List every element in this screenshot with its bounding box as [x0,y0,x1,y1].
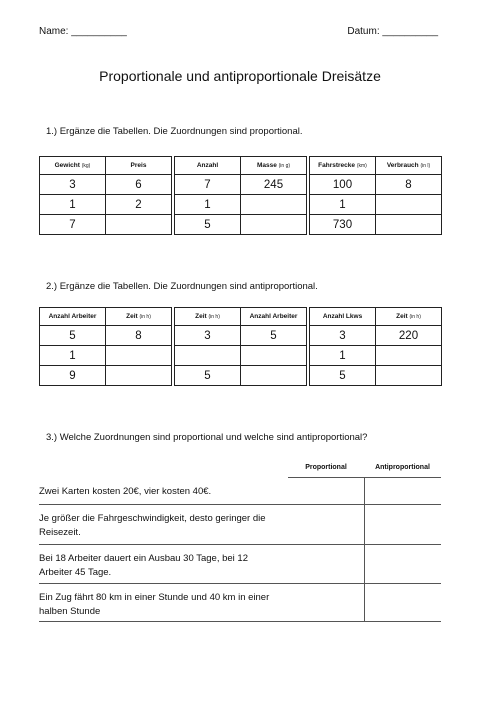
statement-row [39,584,441,622]
table-row [40,215,172,235]
table-cell: 1 [310,346,376,366]
table-header-cell: Fahrstrecke (km) [310,157,376,175]
table-cell [241,195,307,215]
table-row [310,215,442,235]
page-title: Proportionale und antiproportionale Dreisätze [99,68,381,84]
table-header-cell: Anzahl Lkws [310,308,376,326]
proportional-answer-cell[interactable] [288,478,364,504]
statement-text: Bei 18 Arbeiter dauert ein Ausbau 30 Tage, bei 12 Arbeiter 45 Tage. [39,553,248,578]
table-cell [241,215,307,235]
table-header-cell: Zeit (in h) [106,308,172,326]
table-cell: 3 [310,326,376,346]
table-row [310,366,442,386]
table-row [40,326,172,346]
table-cell: 245 [241,175,307,195]
antiproportional-answer-cell[interactable] [364,545,442,583]
antiproportional-answer-cell[interactable] [364,505,442,544]
table-row [175,346,307,366]
table-cell [376,195,442,215]
table-cell [241,346,307,366]
table-row [40,175,172,195]
table-cell [241,366,307,386]
table-header-cell: Anzahl Arbeiter [241,308,307,326]
classification-header [39,462,441,478]
task1-table-1 [39,156,172,235]
table-cell: 9 [40,366,106,386]
table-row [175,366,307,386]
classification-table [39,462,441,622]
table-cell: 5 [175,366,241,386]
table-header-cell: Preis [106,157,172,175]
table-cell: 7 [175,175,241,195]
table-cell: 100 [310,175,376,195]
table-row [310,326,442,346]
table-row [175,215,307,235]
task3-instruction: 3.) Welche Zuordnungen sind proportional und welche sind antiproportional? [46,432,368,443]
table-header-cell: Zeit (in h) [175,308,241,326]
date-field: Datum: __________ [347,26,438,37]
statement-row [39,505,441,545]
table-header-row [175,157,307,175]
table-cell: 3 [175,326,241,346]
table-row [310,195,442,215]
table-header-cell: Anzahl [175,157,241,175]
table-header-cell: Masse (in g) [241,157,307,175]
table-cell: 5 [40,326,106,346]
table-cell: 5 [241,326,307,346]
table-row [175,326,307,346]
table-header-cell: Zeit (in h) [376,308,442,326]
table-cell: 220 [376,326,442,346]
table-header-row [175,308,307,326]
statement-row [39,478,441,505]
table-cell: 7 [40,215,106,235]
table-row [40,195,172,215]
table-row [310,346,442,366]
table-cell [106,215,172,235]
table-cell: 1 [40,195,106,215]
table-cell: 2 [106,195,172,215]
column-header-antiproportional: Antiproportional [375,464,430,471]
statement-row [39,545,441,584]
table-row [175,175,307,195]
table-cell: 5 [310,366,376,386]
table-cell [106,366,172,386]
table-row [175,195,307,215]
table-row [40,346,172,366]
column-header-proportional: Proportional [305,464,347,471]
table-cell: 6 [106,175,172,195]
table-header-cell: Verbrauch (in l) [376,157,442,175]
task2-instruction: 2.) Ergänze die Tabellen. Die Zuordnungen sind antiproportional. [46,281,318,292]
task1-table-2 [174,156,307,235]
table-cell [175,346,241,366]
table-cell: 5 [175,215,241,235]
table-cell [376,366,442,386]
task1-instruction: 1.) Ergänze die Tabellen. Die Zuordnungen sind proportional. [46,126,303,137]
antiproportional-answer-cell[interactable] [364,584,442,621]
table-cell: 3 [40,175,106,195]
table-header-cell: Anzahl Arbeiter [40,308,106,326]
table-cell [376,215,442,235]
task2-table-2 [174,307,307,386]
table-header-row [310,157,442,175]
statement-text: Je größer die Fahrgeschwindigkeit, desto geringer die Reisezeit. [39,513,266,538]
task2-table-3 [309,307,442,386]
table-header-row [40,157,172,175]
statement-text: Ein Zug fährt 80 km in einer Stunde und 40 km in einer halben Stunde [39,592,270,617]
table-header-row [310,308,442,326]
table-header-cell: Gewicht (kg) [40,157,106,175]
table-row [310,175,442,195]
table-cell: 8 [376,175,442,195]
proportional-answer-cell[interactable] [288,505,364,544]
statement-text: Zwei Karten kosten 20€, vier kosten 40€. [39,486,212,497]
antiproportional-answer-cell[interactable] [364,478,442,504]
name-field: Name: __________ [39,26,127,37]
table-row [40,366,172,386]
table-cell: 730 [310,215,376,235]
table-cell: 1 [40,346,106,366]
table-cell: 1 [175,195,241,215]
table-cell [106,346,172,366]
table-cell: 8 [106,326,172,346]
task1-table-3 [309,156,442,235]
table-header-row [40,308,172,326]
proportional-answer-cell[interactable] [288,584,364,621]
table-cell: 1 [310,195,376,215]
proportional-answer-cell[interactable] [288,545,364,583]
table-cell [376,346,442,366]
task2-table-1 [39,307,172,386]
